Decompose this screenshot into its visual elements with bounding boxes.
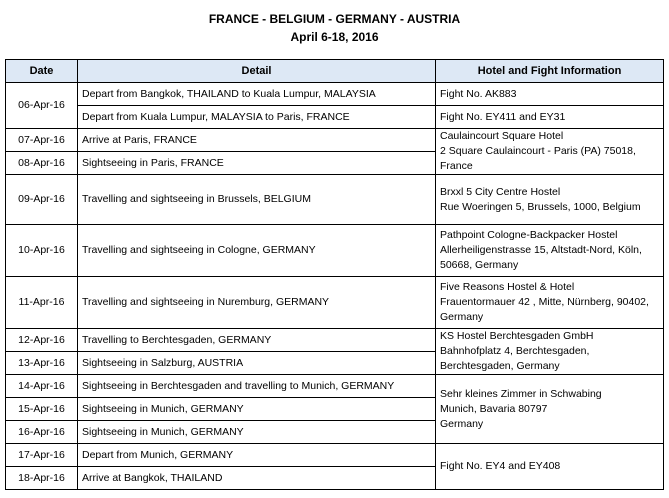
hotel-line: Caulaincourt Square Hotel (440, 130, 564, 142)
date-cell: 18-Apr-16 (6, 467, 78, 490)
table-row (6, 277, 664, 329)
hotel-line: Allerheiligenstrasse 15, Altstadt-Nord, Köln, (440, 244, 642, 256)
header-hotel: Hotel and Fight Information (436, 60, 664, 83)
table-row (6, 106, 664, 129)
hotel-line: 50668, Germany (440, 259, 519, 271)
date-cell: 14-Apr-16 (6, 375, 78, 398)
table-row (6, 444, 664, 467)
itinerary-table (5, 59, 664, 490)
date-cell: 13-Apr-16 (6, 352, 78, 375)
detail-cell: Sightseeing in Munich, GERMANY (78, 421, 436, 444)
detail-cell: Depart from Munich, GERMANY (78, 444, 436, 467)
hotel-line: Germany (440, 417, 484, 430)
hotel-line: KS Hostel Berchtesgaden GmbH (440, 330, 594, 342)
document-subtitle: April 6-18, 2016 (290, 30, 379, 44)
detail-cell: Sightseeing in Berchtesgaden and travelling to Munich, GERMANY (78, 375, 436, 398)
hotel-cell (436, 375, 664, 444)
hotel-cell (436, 277, 664, 329)
table-row (6, 329, 664, 352)
hotel-cell: Fight No. EY4 and EY408 (436, 444, 664, 490)
hotel-line: 2 Square Caulaincourt - Paris (PA) 75018, (440, 145, 636, 157)
hotel-line: Bahnhofplatz 4, Berchtesgaden, (440, 345, 590, 357)
date-cell: 16-Apr-16 (6, 421, 78, 444)
header-detail: Detail (78, 60, 436, 83)
date-cell: 09-Apr-16 (6, 175, 78, 225)
hotel-line: Germany (440, 311, 484, 323)
hotel-cell: Fight No. AK883 (436, 83, 664, 106)
hotel-line: Rue Woeringen 5, Brussels, 1000, Belgium (440, 200, 641, 213)
detail-cell: Depart from Kuala Lumpur, MALAYSIA to Paris, FRANCE (78, 106, 436, 129)
hotel-line: Frauentormauer 42 , Mitte, Nürnberg, 90402, (440, 296, 649, 308)
document-title: FRANCE - BELGIUM - GERMANY - AUSTRIA (208, 12, 461, 26)
detail-cell: Sightseeing in Salzburg, AUSTRIA (78, 352, 436, 375)
hotel-cell: Fight No. EY411 and EY31 (436, 106, 664, 129)
detail-cell: Travelling and sightseeing in Nuremburg, GERMANY (78, 277, 436, 329)
date-cell: 06-Apr-16 (6, 83, 78, 129)
hotel-cell (436, 329, 664, 375)
hotel-cell (436, 129, 664, 175)
detail-cell: Sightseeing in Munich, GERMANY (78, 398, 436, 421)
detail-cell: Depart from Bangkok, THAILAND to Kuala Lumpur, MALAYSIA (78, 83, 436, 106)
hotel-line: Five Reasons Hostel & Hotel (440, 281, 575, 293)
date-cell: 07-Apr-16 (6, 129, 78, 152)
hotel-line: Berchtesgaden, Germany (440, 360, 560, 372)
date-cell: 10-Apr-16 (6, 225, 78, 277)
date-cell: 11-Apr-16 (6, 277, 78, 329)
table-row (6, 83, 664, 106)
hotel-line: Brxxl 5 City Centre Hostel (440, 185, 561, 198)
detail-cell: Travelling and sightseeing in Cologne, GERMANY (78, 225, 436, 277)
hotel-line: Sehr kleines Zimmer in Schwabing (440, 387, 602, 400)
detail-cell: Travelling to Berchtesgaden, GERMANY (78, 329, 436, 352)
table-row (6, 175, 664, 225)
hotel-cell (436, 225, 664, 277)
table-row (6, 225, 664, 277)
table-row (6, 375, 664, 398)
hotel-line: France (440, 160, 473, 172)
header-date: Date (6, 60, 78, 83)
date-cell: 15-Apr-16 (6, 398, 78, 421)
detail-cell: Arrive at Bangkok, THAILAND (78, 467, 436, 490)
hotel-line: Pathpoint Cologne-Backpacker Hostel (440, 229, 618, 241)
table-header-row (6, 60, 664, 83)
hotel-cell (436, 175, 664, 225)
table-row (6, 129, 664, 152)
detail-cell: Sightseeing in Paris, FRANCE (78, 152, 436, 175)
detail-cell: Travelling and sightseeing in Brussels, BELGIUM (78, 175, 436, 225)
date-cell: 08-Apr-16 (6, 152, 78, 175)
date-cell: 17-Apr-16 (6, 444, 78, 467)
hotel-line: Munich, Bavaria 80797 (440, 402, 548, 415)
date-cell: 12-Apr-16 (6, 329, 78, 352)
detail-cell: Arrive at Paris, FRANCE (78, 129, 436, 152)
